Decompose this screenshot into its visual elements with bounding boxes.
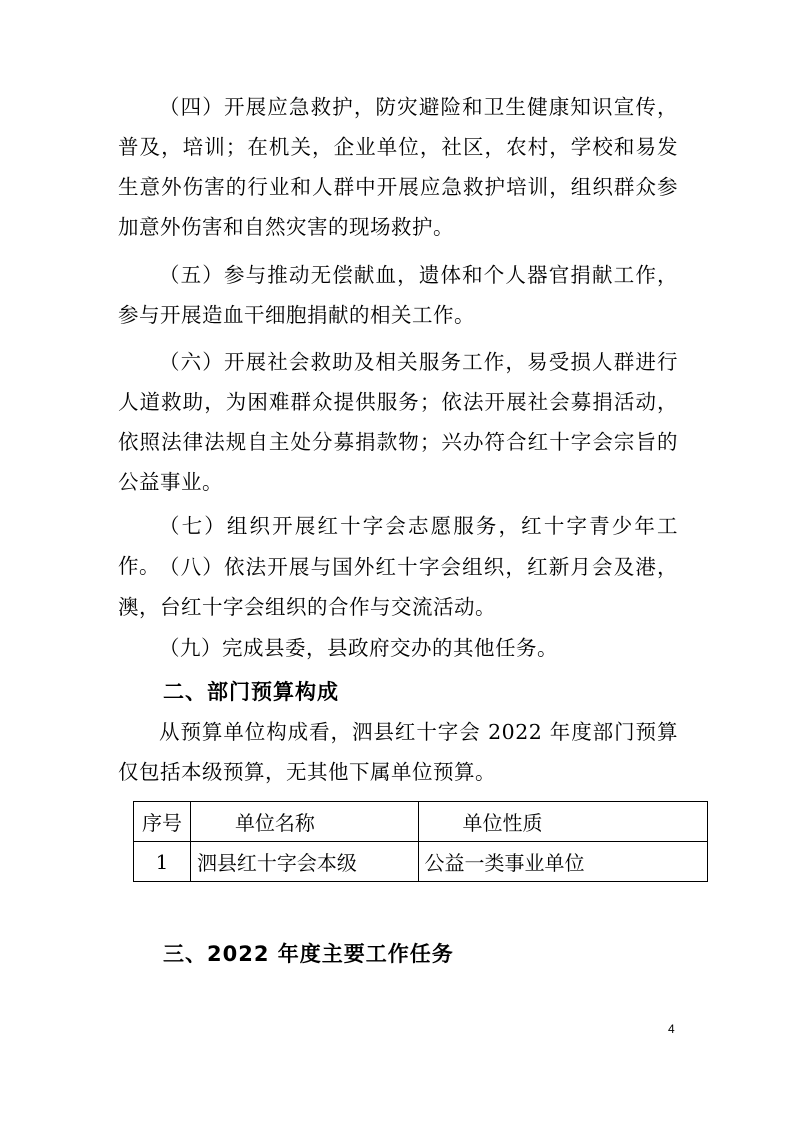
- cell-unit-name: 泗县红十字会本级: [190, 842, 418, 882]
- table-header-row: [134, 802, 708, 842]
- header-serial: 序号: [134, 802, 191, 842]
- paragraph-9: （九）完成县委，县政府交办的其他任务。: [159, 636, 558, 660]
- budget-composition-text: 从预算单位构成看，泗县红十字会 2022 年度部门预算仅包括本级预算，无其他下属单位预算。: [118, 720, 678, 784]
- section-heading-main-tasks: 三、2022 年度主要工作任务: [163, 942, 454, 966]
- header-unit-type: 单位性质: [418, 802, 707, 842]
- cell-unit-type: 公益一类事业单位: [418, 842, 707, 882]
- header-unit-name: 单位名称: [190, 802, 418, 842]
- budget-units-table: [133, 801, 708, 882]
- section-heading-budget-composition: 二、部门预算构成: [163, 680, 339, 704]
- cell-serial: 1: [134, 842, 191, 882]
- paragraph-8: （八）依法开展与国外红十字会组织，红新月会及港，澳，台红十字会组织的合作与交流活动。: [118, 555, 678, 619]
- page-number: 4: [668, 1022, 675, 1036]
- paragraph-5: （五）参与推动无偿献血，遗体和个人器官捐献工作，参与开展造血干细胞捐献的相关工作。: [118, 263, 678, 327]
- paragraph-6: （六）开展社会救助及相关服务工作，易受损人群进行人道救助，为困难群众提供服务；依法开展社会募捐活动，依照法律法规自主处分募捐款物；兴办符合红十字会宗旨的公益事业。: [118, 350, 678, 494]
- table-row: [134, 842, 708, 882]
- paragraph-7: （七）组织开展红十字会志愿服务，红十字青少年工作。: [118, 514, 678, 578]
- paragraph-4: （四）开展应急救护，防灾避险和卫生健康知识宣传，普及，培训；在机关，企业单位，社区，农村，学校和易发生意外伤害的行业和人群中开展应急救护培训，组织群众参加意外伤害和自然灾害的现场救护。: [118, 95, 678, 239]
